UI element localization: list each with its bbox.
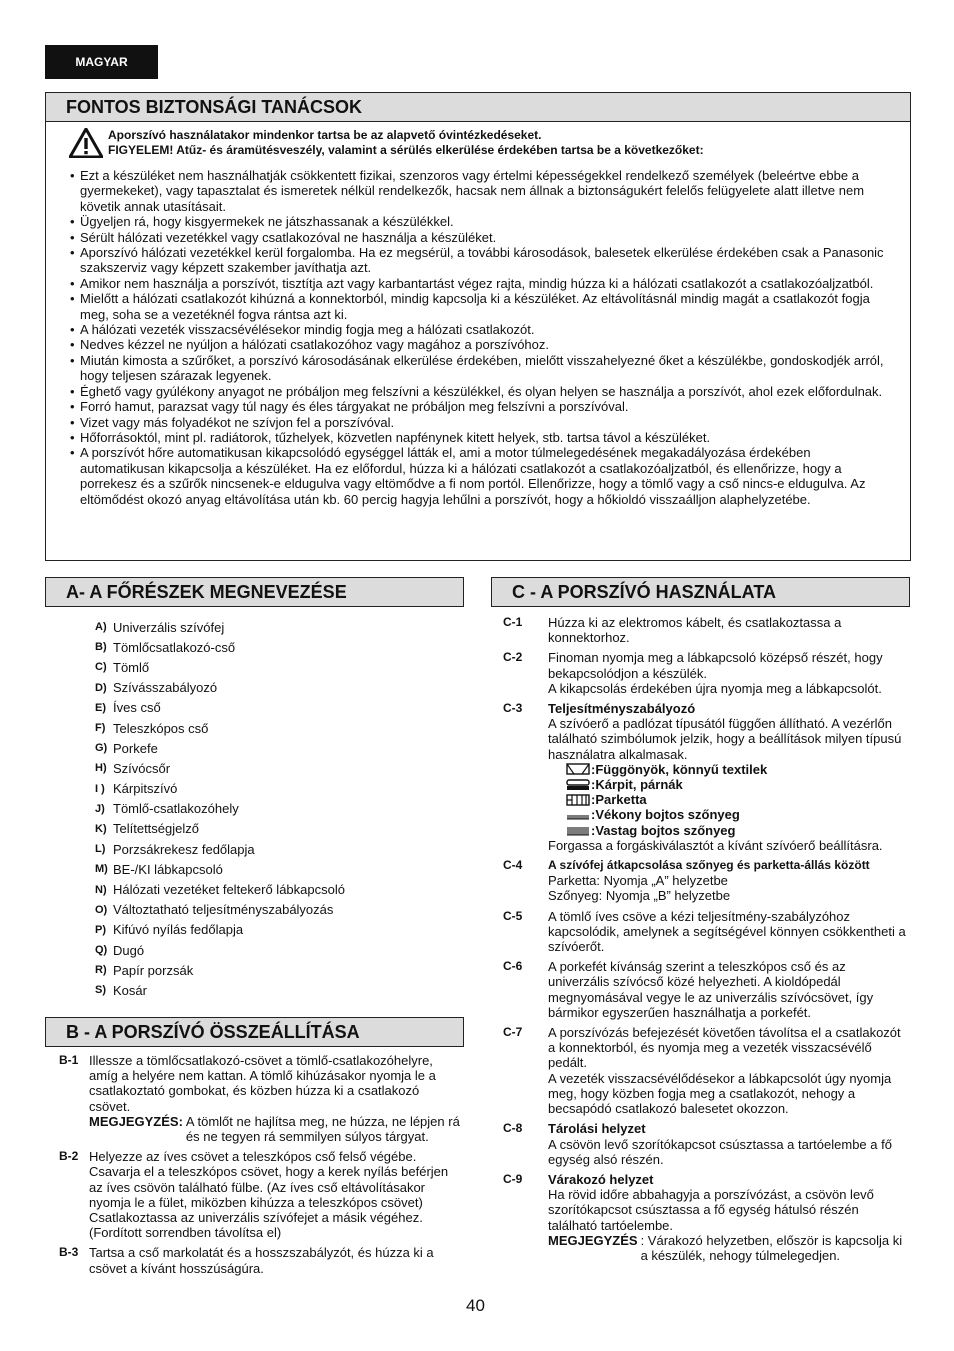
part-label: Változtatható teljesítményszabályozás (113, 902, 334, 918)
step-text: A vezeték visszacsévélődésekor a lábkapcsolót úgy nyomja meg, hogy közben fogja meg a csatlakozót, nehogy a becsapódó csatlakozó balesetet okozzon. (548, 1070, 892, 1117)
step-key: C-3 (503, 701, 523, 716)
list-item (95, 900, 464, 920)
step-key: C-5 (503, 908, 523, 923)
part-key: D) (95, 681, 107, 694)
step-c9 (491, 1172, 910, 1263)
list-item (95, 758, 464, 778)
page-number: 40 (466, 1296, 485, 1315)
part-label: Tömlő-csatlakozóhely (113, 801, 239, 817)
list-item (95, 839, 464, 859)
list-item (95, 698, 464, 718)
step-key: C-8 (503, 1121, 523, 1136)
step-text: A kikapcsolás érdekében újra nyomja meg a lábkapcsolót. (548, 680, 882, 696)
part-key: F) (95, 722, 106, 735)
step-text: Szőnyeg: Nyomja „B” helyzetbe (548, 888, 731, 904)
part-label: Szívócsőr (113, 760, 171, 776)
part-label: BE-/KI lábkapcsoló (113, 861, 223, 877)
part-key: Q) (95, 944, 108, 957)
part-label: Porzsákrekesz fedőlapja (113, 841, 255, 857)
step-text: Helyezze az íves csövet a teleszkópos cső felső végébe. Csavarja el a teleszkópos csövet, hogy a kerek nyílás beférjen az íves csövön található fülbe. (Az íves cső eltávolításakor nyomja le a fület, miközben kihúzza a teleszkópos csövet) Csatlakoztassa az univerzális szívófejet a másik végéhez. (Fordított sorrendben távolítsa el) (89, 1149, 449, 1241)
list-item (95, 799, 464, 819)
safety-bullet: • Hőforrásoktól, mint pl. radiátorok, tűzhelyek, közvetlen napfénynek kitett helyek, stb. tartsa távol a készüléket. (70, 430, 896, 445)
step-text: Húzza ki az elektromos kábelt, és csatlakoztassa a konnektorhoz. (548, 615, 842, 646)
symbol-row (548, 823, 910, 838)
step-key: B-1 (59, 1053, 79, 1067)
part-key: L) (95, 843, 106, 856)
step-title: Várakozó helyzet (548, 1171, 654, 1187)
note-label: MEGJEGYZÉS: (89, 1113, 183, 1129)
part-key: M) (95, 863, 108, 876)
symbol-row (548, 807, 910, 822)
part-label: Kifúvó nyílás fedőlapja (113, 922, 244, 938)
step-title: A szívófej átkapcsolása szőnyeg és parketta-állás között (548, 858, 870, 873)
list-item (95, 657, 464, 677)
step-title: Tárolási helyzet (548, 1121, 646, 1137)
list-item (95, 859, 464, 879)
safety-bullet: • Ezt a készüléket nem használhatják csökkentett fizikai, szenzoros vagy értelmi képességekkel rendelkező személyek (beleértve ebbe a gyermekeket), vagy tapasztalat és ismeretek nélkül rendelkezők, hacsak nem állnak a biztonságukért felelős felügyelete alatt illetve nem követik annak utasításait. (70, 168, 896, 214)
step-key: C-7 (503, 1025, 523, 1040)
safety-bullet: • Éghető vagy gyúlékony anyagot ne próbáljon meg felszívni a készülékkel, és olyan helyen se használja a porszívót, ahol ezek előfordulnak. (70, 384, 896, 399)
note-label: MEGJEGYZÉS (548, 1232, 638, 1248)
note (89, 1114, 464, 1144)
part-label: Tömlő (113, 659, 150, 675)
note-text: : Várakozó helyzetben, először is kapcsolja ki a készülék, nehogy túlmelegedjen. (640, 1232, 903, 1263)
parts-list (95, 617, 464, 1001)
safety-bullet: • Vizet vagy más folyadékot ne szívjon fel a porszívóval. (70, 415, 896, 430)
symbol-label: :Parketta (591, 792, 647, 808)
symbol-label: :Függönyök, könnyű textilek (591, 761, 768, 777)
parts-title: A- A FŐRÉSZEK MEGNEVEZÉSE (45, 577, 464, 607)
list-item (95, 920, 464, 940)
note-text: A tömlőt ne hajlítsa meg, ne húzza, ne lépjen rá és ne tegyen rá semmilyen súlyos tárgyat. (185, 1113, 460, 1145)
list-item (95, 637, 464, 657)
part-key: J) (95, 802, 105, 815)
step-key: B-2 (59, 1149, 79, 1164)
step-b2 (45, 1149, 464, 1240)
parts-section (45, 577, 464, 1001)
symbol-label: :Vastag bojtos szőnyeg (591, 822, 736, 838)
step-text: A szívóerő a padlózat típusától függően állítható. A vezérlőn található szimbólumok jelzik, hogy a beállítások milyen típusú használatra alkalmasak. (548, 716, 902, 762)
safety-title: FONTOS BIZTONSÁGI TANÁCSOK (46, 93, 910, 122)
step-text: A porkefét kívánság szerint a teleszkópos cső és az univerzális szívócső közé helyezheti. A kioldópedál megnyomásával vegye le az univerzális szívócsövet, így bármikor egyszerűen használhatja a porkefét. (548, 959, 874, 1020)
step-text: Tartsa a cső markolatát és a hosszszabályzót, és húzza ki a csövet a kívánt hosszúságúra. (89, 1245, 434, 1276)
usage-section (491, 577, 910, 1268)
step-text: Parketta: Nyomja „A” helyzetbe (548, 873, 728, 889)
list-item (95, 940, 464, 960)
step-c7 (491, 1025, 910, 1116)
safety-bullet: • Nedves kézzel ne nyúljon a hálózati csatlakozóhoz vagy magához a porszívóhoz. (70, 337, 896, 352)
step-c4 (491, 858, 910, 904)
part-label: Porkefe (113, 740, 158, 756)
step-text: Finoman nyomja meg a lábkapcsoló középső részét, hogy bekapcsolódjon a készülék. (548, 650, 883, 681)
list-item (95, 879, 464, 899)
part-key: A) (95, 621, 107, 634)
step-text: Ha rövid időre abbahagyja a porszívózást, a csövön levő szorítókapcsot csúsztassa a fő egység hátulsó részén található tartóelembe. (548, 1187, 874, 1233)
safety-bullet: • Forró hamut, parazsat vagy túl nagy és éles tárgyakat ne próbáljon meg felszívni a porszívóval. (70, 399, 896, 414)
safety-bullet: • Amikor nem használja a porszívót, tisztítja azt vagy karbantartást végez rajta, mindig húzza ki a hálózati csatlakozót a csatlakozóaljzatból. (70, 276, 896, 291)
usage-title: C - A PORSZÍVÓ HASZNÁLATA (491, 577, 910, 607)
part-key: G) (95, 742, 108, 755)
step-key: C-4 (503, 858, 523, 873)
cushion-icon (566, 779, 590, 791)
part-key: C) (95, 661, 107, 674)
step-text: A tömlő íves csöve a kézi teljesítmény-szabályzóhoz kapcsolódik, amelynek a segítségével könnyen csökkentheti a szívóerőt. (548, 908, 906, 955)
step-key: C-1 (503, 615, 523, 629)
part-label: Telítettségjelző (113, 821, 199, 837)
step-key: C-9 (503, 1171, 523, 1186)
step-c6 (491, 959, 910, 1020)
step-c8 (491, 1121, 910, 1167)
step-text: Forgassa a forgáskiválasztót a kívánt szívóerő beállításra. (548, 837, 883, 853)
safety-bullet: • Aporszívó hálózati vezetékkel kerül forgalomba. Ha ez megsérül, a további károsodások, balesetek elkerülése érdekében csak a Panasonic szakszerviz vagy képzett szakember javíthatja azt. (70, 245, 896, 276)
symbol-row (548, 777, 910, 792)
list-item (95, 819, 464, 839)
note (548, 1233, 910, 1263)
step-c1 (491, 615, 910, 645)
safety-bullet: • Mielőtt a hálózati csatlakozót kihúzná a konnektorból, mindig kapcsolja ki a készüléket. Az eltávolításnál mindig magát a csatlakozót fogja meg, soha se a vezetéknél fogva rántsa azt ki. (70, 291, 896, 322)
parquet-icon (566, 794, 590, 806)
list-item (95, 718, 464, 738)
part-label: Univerzális szívófej (113, 619, 225, 635)
part-label: Kárpitszívó (113, 781, 178, 797)
safety-bullet: • A porszívót hőre automatikusan kikapcsolódó egységgel látták el, ami a motor túlmelegedésének megakadályozása érdekében automatikusan kikapcsolja a készüléket. Ha ez előfordul, húzza ki a hálózati csatlakozót a csatlakozóaljzatból, és ellenőrizze, hogy a porrekesz és a szűrők nincsenek-e eldugulva vagy eltömődve a fi nom portól. Ellenőrizze, hogy a tömlő vagy a cső nincs-e eldugulva. Az eltömődést okozó anyag eltávolítása után kb. 60 percig hagyja lehűlni a porszívót, hogy a hőkioldó visszaálljon alaphelyzetébe. (70, 445, 896, 507)
warning-line-1: Aporszívó használatakor mindenkor tartsa be az alapvető óvintézkedéseket. (108, 128, 542, 142)
symbol-row (548, 762, 910, 777)
part-label: Szívásszabályozó (113, 680, 218, 696)
assembly-title: B - A PORSZÍVÓ ÖSSZEÁLLÍTÁSA (45, 1017, 464, 1047)
safety-section (45, 92, 911, 561)
step-b1 (45, 1053, 464, 1144)
part-key: E) (95, 701, 106, 714)
part-label: Íves cső (113, 700, 161, 716)
part-label: Papír porzsák (113, 962, 194, 978)
step-text: A porszívózás befejezését követően távolítsa el a csatlakozót a konnektorból, és nyomja meg a vezeték visszacsévélő pedált. (548, 1025, 901, 1071)
safety-warning (46, 122, 910, 158)
language-tab: MAGYAR (45, 45, 158, 79)
assembly-steps (45, 1053, 464, 1276)
safety-bullet: • A hálózati vezeték visszacsévélésekor mindig fogja meg a hálózati csatlakozót. (70, 322, 896, 337)
safety-bullets (46, 168, 910, 507)
warning-line-2: FIGYELEM! Atűz- és áramütésveszély, valamint a sérülés elkerülése érdekében tartsa be a következőket: (108, 143, 704, 157)
part-key: O) (95, 903, 108, 916)
part-key: N) (95, 883, 107, 896)
step-text: Illessze a tömlőcsatlakozó-csövet a tömlő-csatlakozóhelyre, amíg a helyére nem kattan. A tömlő kihúzásakor nyomja le a csatlakoztató gombokat, és közben húzza ki a csatlakozó csövet. (89, 1053, 436, 1114)
thick-carpet-icon (566, 824, 590, 836)
step-b3 (45, 1245, 464, 1275)
step-key: B-3 (59, 1245, 79, 1260)
usage-steps (491, 615, 910, 1263)
part-key: B) (95, 641, 107, 654)
step-c5 (491, 909, 910, 955)
part-label: Kosár (113, 982, 147, 998)
part-key: P) (95, 923, 106, 936)
assembly-section (45, 1017, 464, 1281)
step-key: C-2 (503, 650, 523, 665)
symbol-row (548, 792, 910, 807)
part-key: R) (95, 964, 107, 977)
symbol-label: :Kárpit, párnák (591, 777, 683, 793)
list-item (95, 678, 464, 698)
step-key: C-6 (503, 959, 523, 974)
list-item (95, 738, 464, 758)
safety-bullet: • Miután kimosta a szűrőket, a porszívó károsodásának elkerülése érdekében, mielőtt visszahelyezné őket a készülékbe, gondoskodjék arról, hogy teljesen szárazak legyenek. (70, 353, 896, 384)
part-label: Dugó (113, 942, 145, 958)
curtain-icon (566, 763, 590, 775)
warning-icon (69, 128, 103, 158)
part-key: K) (95, 822, 107, 835)
part-label: Teleszkópos cső (113, 720, 209, 736)
list-item (95, 960, 464, 980)
symbol-label: :Vékony bojtos szőnyeg (591, 807, 740, 823)
part-key: H) (95, 762, 107, 775)
part-key: S) (95, 984, 106, 997)
step-c2 (491, 650, 910, 696)
step-c3 (491, 701, 910, 853)
safety-bullet: • Ügyeljen rá, hogy kisgyermekek ne játszhassanak a készülékkel. (70, 214, 896, 229)
step-text: A csövön levő szorítókapcsot csúsztassa a tartóelembe a fő egység alsó részén. (548, 1136, 892, 1167)
list-item (95, 617, 464, 637)
part-key: I ) (95, 782, 105, 795)
safety-bullet: • Sérült hálózati vezetékkel vagy csatlakozóval ne használja a készüléket. (70, 230, 896, 245)
list-item (95, 779, 464, 799)
thin-carpet-icon (566, 809, 590, 821)
part-label: Tömlőcsatlakozó-cső (113, 639, 236, 655)
step-title: Teljesítményszabályozó (548, 701, 696, 717)
list-item (95, 980, 464, 1000)
part-label: Hálózati vezetéket feltekerő lábkapcsoló (113, 882, 345, 898)
